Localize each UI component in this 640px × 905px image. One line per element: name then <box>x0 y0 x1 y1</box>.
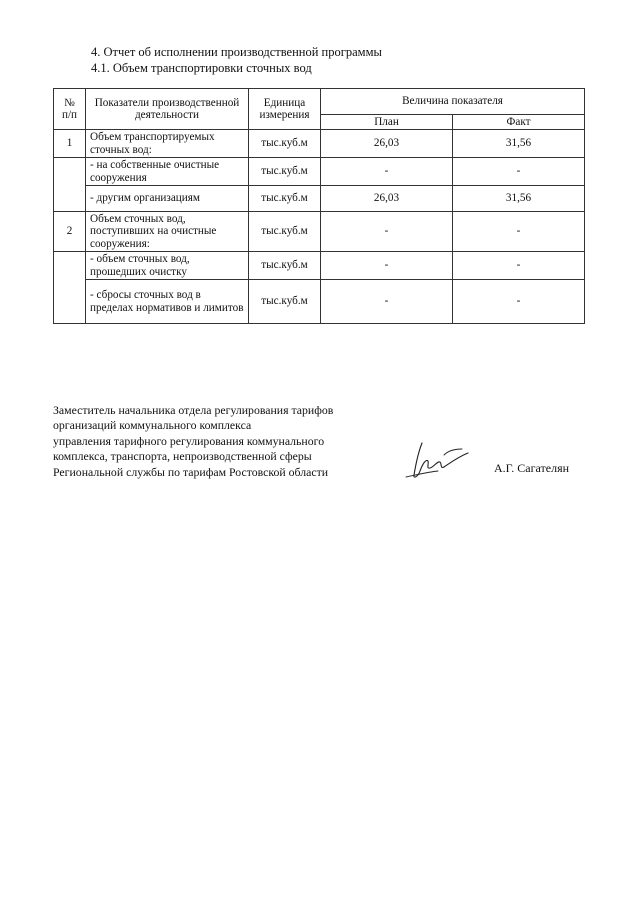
table-row <box>54 186 585 212</box>
table-row <box>54 280 585 324</box>
position-line: комплекса, транспорта, непроизводственной сферы <box>53 449 312 464</box>
position-line: Заместитель начальника отдела регулирования тарифов <box>53 403 334 417</box>
row-num <box>54 158 86 212</box>
row-plan: - <box>321 252 453 280</box>
table-row <box>54 252 585 280</box>
header-num-line1: № <box>64 96 75 109</box>
row-num <box>54 252 86 324</box>
section-heading: 4. Отчет об исполнении производственной программы <box>91 45 382 59</box>
table-row <box>54 212 585 252</box>
row-fact: 31,56 <box>453 186 585 212</box>
row-unit: тыс.куб.м <box>249 280 321 324</box>
row-num: 1 <box>54 130 86 158</box>
row-plan: - <box>321 158 453 186</box>
row-unit: тыс.куб.м <box>249 252 321 280</box>
row-indicator: Объем транспортируемых сточных вод: <box>86 130 249 158</box>
table-header-row <box>54 89 585 115</box>
row-fact: - <box>453 158 585 186</box>
header-num-line2: п/п <box>61 109 78 121</box>
row-indicator: - сбросы сточных вод в пределах нормативов и лимитов <box>86 280 249 324</box>
row-plan: - <box>321 212 453 252</box>
row-unit: тыс.куб.м <box>249 212 321 252</box>
header-indicators: Показатели производственной деятельности <box>86 89 249 130</box>
handwritten-signature <box>404 437 474 481</box>
row-indicator: - другим организациям <box>86 186 249 212</box>
row-plan: 26,03 <box>321 130 453 158</box>
row-indicator: - объем сточных вод, прошедших очистку <box>86 252 249 280</box>
table-row <box>54 158 585 186</box>
header-fact: Факт <box>453 115 585 130</box>
row-plan: 26,03 <box>321 186 453 212</box>
position-line: организаций коммунального комплекса <box>53 418 252 433</box>
signer-name: А.Г. Сагателян <box>494 461 570 475</box>
row-unit: тыс.куб.м <box>249 130 321 158</box>
row-plan: - <box>321 280 453 324</box>
header-num <box>54 89 86 130</box>
wastewater-table <box>53 88 585 324</box>
row-fact: - <box>453 280 585 324</box>
row-indicator: Объем сточных вод, поступивших на очистные сооружения: <box>86 212 249 252</box>
row-unit: тыс.куб.м <box>249 158 321 186</box>
subsection-heading: 4.1. Объем транспортировки сточных вод <box>91 61 312 75</box>
position-line: Региональной службы по тарифам Ростовской области <box>53 464 329 479</box>
row-fact: 31,56 <box>453 130 585 158</box>
row-fact: - <box>453 212 585 252</box>
signatory-position <box>53 403 333 480</box>
header-plan: План <box>321 115 453 130</box>
table-row <box>54 130 585 158</box>
header-value: Величина показателя <box>321 89 585 115</box>
row-indicator: - на собственные очистные сооружения <box>86 158 249 186</box>
row-fact: - <box>453 252 585 280</box>
row-unit: тыс.куб.м <box>249 186 321 212</box>
header-unit: Единица измерения <box>249 89 321 130</box>
position-line: управления тарифного регулирования коммунального <box>53 433 325 448</box>
row-num: 2 <box>54 212 86 252</box>
